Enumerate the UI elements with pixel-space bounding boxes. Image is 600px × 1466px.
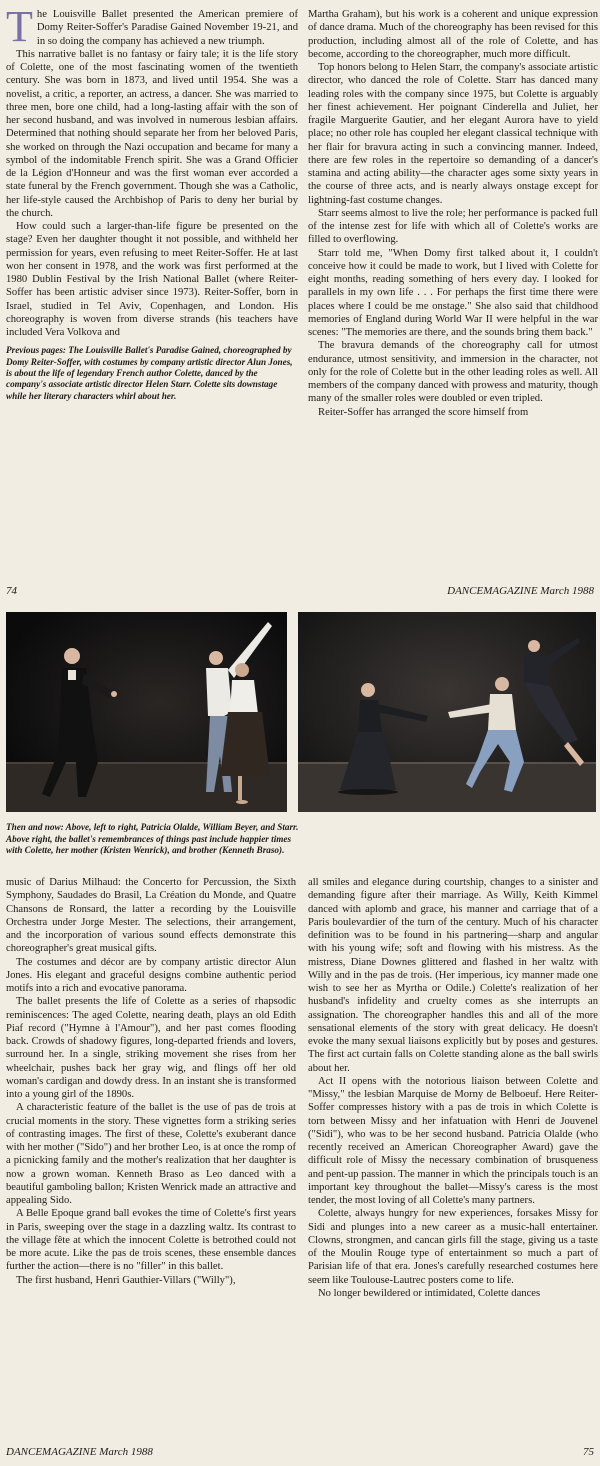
- previous-pages-caption: Previous pages: The Louisville Ballet's Paradise Gained, choreographed by Domy Reiter-Soffer, with costumes by company artistic director Alun Jones, is about the life of legendary French author Colette, danced by the company's associate artistic director Helen Starr. Colette sits downstage while her literary characters whirl about her.: [6, 345, 293, 401]
- page2-paragraph: A characteristic feature of the ballet is the use of pas de trois at crucial moments in the story. These vignettes form a striking series of contrasting images. The first of these, Colette's exuberant dance with her mother ("Sido") and her brother Leo, is at once the romp of a picnicking family and the mother's realization that her daughter is now a grown woman. Kenneth Braso as Leo danced with a beautiful gamboling ballon; Kristen Wenrick made an attractive and appealing Sido.: [6, 1102, 296, 1206]
- page1-paragraph: The bravura demands of the choreography call for utmost endurance, utmost sensitivity, and immersion in the character, not only for the role of Colette but in the other leading roles as well. All members of the company danced with prowess and maturity, though many of the smaller roles were doubled or even tripled.: [308, 340, 598, 405]
- page2-column-right: [308, 876, 598, 1300]
- page1-paragraph-lead: [6, 2, 298, 51]
- magazine-footer: DANCEMAGAZINE March 1988: [6, 1446, 153, 1458]
- page-number-74: 74: [6, 585, 17, 597]
- page2-paragraph: The first husband, Henri Gauthier-Villars ("Willy"),: [16, 1274, 236, 1286]
- page2-paragraph: Act II opens with the notorious liaison between Colette and "Missy," the lesbian Marquise de Morny de Belboeuf. Here Reiter-Soffer compresses history with a pas de trois in which Colette is torn between Missy and her infatuation with Henri de Jouvenel ("Sidi"), who was to be her second husband. Patricia Olalde (who recently received an American Choreographer Award) gave the difficult role of Missy the necessary combination of brusqueness and pent-up passion. The manner in which the principals touch is an important key throughout the ballet—Missy's caress is the most tender, the most loving of all Colette's many partners.: [308, 1075, 598, 1206]
- page1-paragraph: Martha Graham), but his work is a coherent and unique expression of dance drama. Much of the choreography has been revised for this production, including almost all of the role of Colette, and has become, according to the choreographer, much more difficult.: [308, 9, 598, 60]
- drop-cap: T: [6, 2, 33, 51]
- page1-paragraph: This narrative ballet is no fantasy or fairy tale; it is the life story of Colette, one of the most fascinating women of the twentieth century. She was born in 1873, and lived until 1954. She was a novelist, a critic, a reporter, an actress, a dancer. She was married to three men, bore one child, had a long-lasting affair with the son of her second husband, and was involved in numerous lesbian affairs. Determined that nothing should separate her from her beloved Paris, she worked on through the Nazi occupation and became for many a symbol of the indomitable French spirit. She was a Grand Officier de la Légion d'Honneur and was the first woman ever accorded a state funeral by the French government. Though she was a Catholic, her life-style caused the Archbishop of Paris to deny her burial by the church.: [6, 48, 298, 219]
- magazine-footer: DANCEMAGAZINE March 1988: [447, 585, 594, 597]
- page2-paragraph: No longer bewildered or intimidated, Colette dances: [318, 1287, 541, 1299]
- photo-right: [298, 612, 596, 812]
- photo-caption: Then and now: Above, left to right, Patricia Olalde, William Beyer, and Starr. Above right, the ballet's remembrances of things past include happier times with Colette, her mother (Kristen Wenrick), and brother (Kenneth Braso).: [6, 822, 299, 856]
- page1-column-left: [6, 2, 298, 402]
- page2-column-left: [6, 876, 296, 1287]
- page1-paragraph: How could such a larger-than-life figure be presented on the stage? Even her daughter thought it not possible, and withheld her permission for years, even refusing to meet Reiter-Soffer. He at last won her consent in 1978, and the work was first performed at the 1980 Dublin Festival by the Irish National Ballet (where Reiter-Soffer has been artistic adviser since 1973). Reiter-Soffer, born in Israel, studied in Tel Aviv, Copenhagen, and London. His choreography is woven from diverse strands (his teachers have included Vera Volkova and: [6, 221, 298, 338]
- page1-paragraph: Reiter-Soffer has arranged the score himself from: [318, 406, 529, 418]
- page2-paragraph: music of Darius Milhaud: the Concerto for Percussion, the Sixth Symphony, Saudades do Brasil, La Création du Monde, and Quatre Chansons de Ronsard, the latter a recording by the Louisville Orchestra under Jorge Mester. The selections, their arrangement, and the incorporation of various sound effects demonstrate this choreographer's great musical gifts.: [6, 877, 296, 955]
- page-number-75: 75: [583, 1446, 594, 1458]
- photo-left-illustration: [6, 612, 287, 812]
- page1-paragraph: Top honors belong to Helen Starr, the company's associate artistic director, who danced the role of Colette. Starr has danced many leading roles with the company since 1975, but Colette is arguably her finest achievement. Her poignant Cinderella and Juliet, her fragile Marguerite Gautier, and her elegant Aurora have to yield place; no other role has coupled her elegant classical technique with her flair for bravura acting in such a convincing manner. Indeed, there are few roles in the repertoire so demanding of a dancer's stamina and acting ability—the character ages some sixty years in the course of three acts, and is nearly always onstage except for lightning-fast costume changes.: [308, 62, 598, 206]
- page2-paragraph: A Belle Epoque grand ball evokes the time of Colette's first years in Paris, sweeping over the stage in a dazzling waltz. Its contrast to the village fête at which the innocent Colette is betrothed could not be more acute. Like the pas de trois scenes, these ensemble dances further the action—there is no "filler" in this ballet.: [6, 1208, 296, 1273]
- page1-column-right: [308, 8, 598, 419]
- lead-text: he Louisville Ballet presented the American premiere of Domy Reiter-Soffer's Paradise Gained November 19-21, and in so doing the company has achieved a new triumph.: [36, 9, 298, 47]
- page2-paragraph: Colette, always hungry for new experiences, forsakes Missy for Sidi and plunges into a new career as a music-hall entertainer. Clowns, strongmen, and cancan girls fill the stage, giving us a taste of the Moulin Rouge type of entertainment so much a part of Parisian life of that era. Jones's carefully researched costumes here seem like Toulouse-Lautrec posters come to life.: [308, 1208, 598, 1286]
- page2-paragraph: The ballet presents the life of Colette as a series of rhapsodic reminiscences: The aged Colette, nearing death, plays an old Edith Piaf record ("Hymne à l'Amour"), and her past comes flooding back. Crowds of shadowy figures, long-departed friends and lovers, surround her. In a single, striking movement she rises from her wheelchair, pushes back her gray wig, and flings off her old woman's cardigan and dowdy dress. In an instant she is transformed into a young girl of the 1890s.: [6, 996, 296, 1100]
- page1-paragraph: Starr told me, "When Domy first talked about it, I couldn't conceive how it could be made to work, but I lived with Colette for eight months, reading something of hers every day. I looked for parallels in my own life . . . For perhaps the first time there were places where I could be me onstage." She also said that childhood memories of England during World War II were helpful in the war scenes: "The memories are there, and the sounds bring them back.": [308, 247, 598, 338]
- photo-right-illustration: [298, 612, 596, 812]
- photo-left: [6, 612, 287, 812]
- page2-paragraph: all smiles and elegance during courtship, changes to a sinister and demanding figure after their marriage. As Willy, Keith Kimmel danced with aplomb and grace, his manner and carriage that of a Paris boulevardier of the turn of the century. Much of his character definition was to be found in his partnering—sharp and angular with his young wife; soft and flowing with his mistress. As the mistress, Diane Downes glittered and flashed in her waltz with Willy and in the pas de trois. (Her imperious, icy manner made one wish to see her as Myrtha or Odile.) Colette's realization of her husband's infidelity and cruelty comes as she interrupts an assignation. The choreographer handles this and all of the more sensational elements of the story with great delicacy. He doesn't evoke the many sexual liaisons explicitly but by poses and gestures. The first act curtain falls on Colette standing alone as the ball swirls about her.: [308, 877, 598, 1074]
- page2-paragraph: The costumes and décor are by company artistic director Alun Jones. His elegant and graceful designs combine authentic period motifs into a rich and evocative panorama.: [6, 956, 296, 994]
- page1-paragraph: Starr seems almost to live the role; her performance is packed full of the intense zest for life with which all of Colette's works are filled to overflowing.: [308, 207, 598, 246]
